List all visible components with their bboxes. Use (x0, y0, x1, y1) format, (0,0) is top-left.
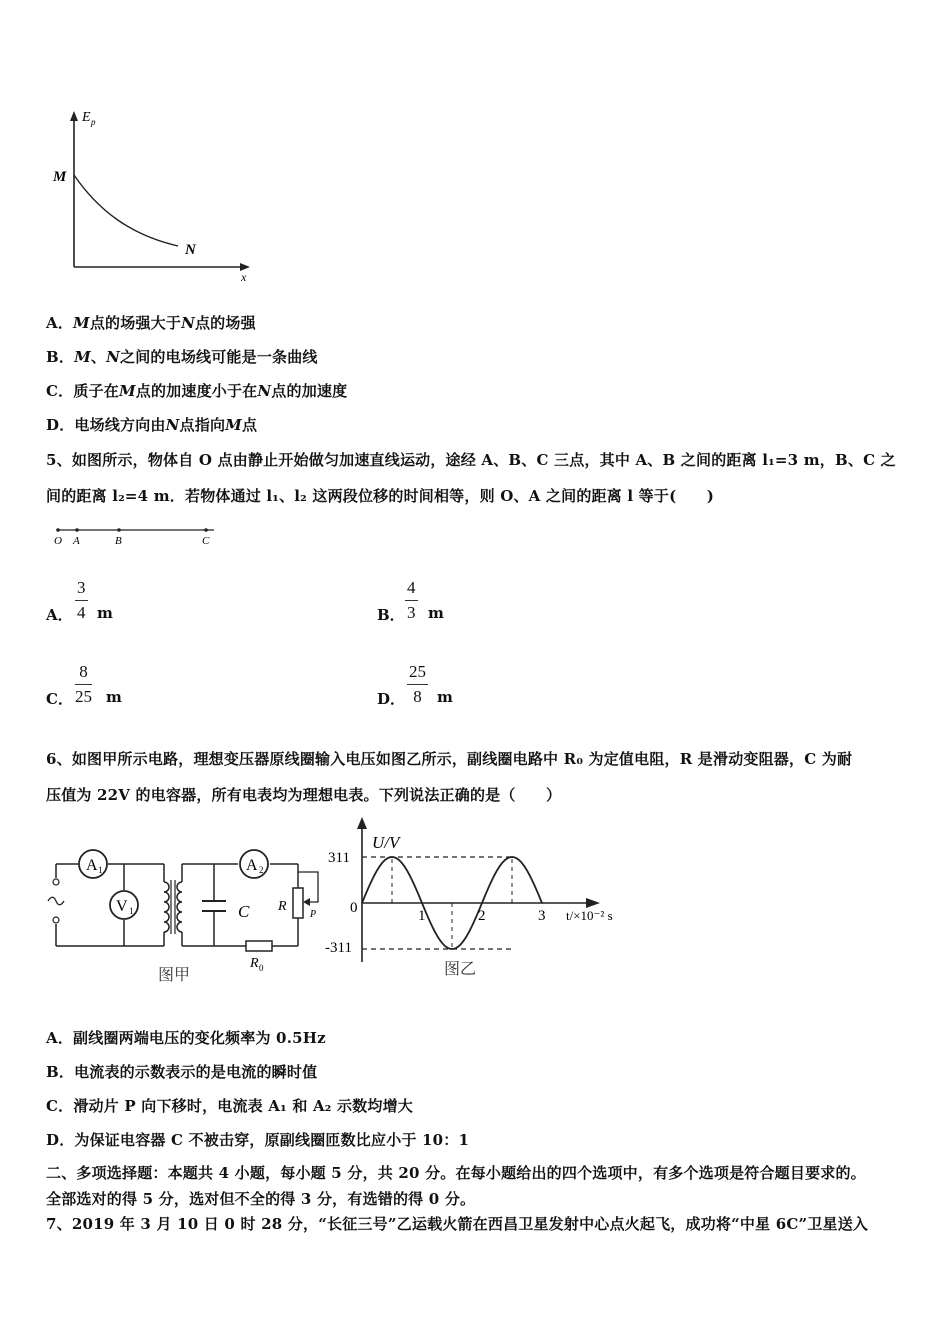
rheostat-label: R (278, 899, 287, 914)
slider-arrow-icon (303, 898, 310, 906)
ep-y-label-sub: p (91, 117, 96, 127)
graph-data-point (511, 856, 513, 858)
q5-point-b: B (115, 535, 122, 547)
q5-point-o: O (54, 535, 62, 547)
q5-point-c: C (202, 535, 210, 547)
q4-option-b-mid: 、 (90, 348, 107, 366)
ammeter-a2-icon (240, 850, 268, 878)
ep-y-label: E (82, 110, 91, 125)
q6-stem-line1: 6、如图甲所示电路，理想变压器原线圈输入电压如图乙所示，副线圈电路中 R₀ 为定值电阻，R 是滑动变阻器，C 为耐 (46, 750, 853, 768)
q5-option-b-label: B． (377, 606, 405, 624)
q5-stem-line2: 间的距离 l₂=4 m．若物体通过 l₁、l₂ 这两段位移的时间相等，则 O、A 之间的距离 l 等于( ) (46, 487, 715, 505)
graph-x-tick-label: 1 (418, 908, 426, 924)
q5-point-a: A (73, 535, 80, 547)
q4-option-c-mid: 点的加速度小于在 (135, 382, 258, 400)
svg-text:V: V (116, 898, 128, 915)
q5-option-a-fraction (75, 578, 88, 623)
q5-point-a-dot (75, 528, 79, 532)
resistor-r0-icon (246, 941, 272, 951)
graph-data-point (541, 902, 543, 904)
q4-option-b-label: B． (46, 348, 75, 366)
svg-text:A: A (86, 857, 98, 874)
ep-point-n: N (185, 242, 196, 258)
source-terminal-top (53, 879, 59, 885)
graph-data-point (451, 948, 453, 950)
q4-option-c-var1: M (118, 382, 136, 400)
q5-option-d-num: 25 (409, 662, 426, 681)
q6-option-d[interactable]: D．为保证电容器 C 不被击穿，原副线圈匝数比应小于 10：1 (46, 1131, 470, 1149)
section2-heading-line2: 全部选对的得 5 分，选对但不全的得 3 分，有选错的得 0 分。 (46, 1190, 476, 1208)
graph-x-arrow-icon (586, 898, 600, 908)
source-terminal-bottom (53, 917, 59, 923)
q5-option-a-num: 3 (77, 578, 86, 597)
section2-heading-line1: 二、多项选择题：本题共 4 小题，每小题 5 分，共 20 分。在每小题给出的四个选项中，有多个选项是符合题目要求的。 (46, 1164, 866, 1182)
q5-stem-line1: 5、如图所示，物体自 O 点由静止开始做匀加速直线运动，途经 A、B、C 三点，其中 A、B 之间的距离 l₁=3 m，B、C 之 (46, 451, 896, 469)
graph-data-point (481, 902, 483, 904)
ep-x-graph (50, 105, 260, 285)
q5-option-d-fraction (407, 662, 428, 707)
q4-option-c-post: 点的加速度 (271, 382, 348, 400)
voltmeter-v1-icon (110, 891, 138, 919)
q5-option-b-unit: m (428, 604, 444, 622)
slider-label: P (310, 909, 317, 920)
q4-option-a-post: 点的场强 (194, 314, 256, 332)
graph-x-tick-label: 2 (478, 908, 486, 924)
q4-option-b-var2: N (106, 348, 121, 366)
ep-point-m: M (53, 169, 67, 185)
q5-option-a-den: 4 (75, 600, 88, 623)
q4-option-b-post: 之间的电场线可能是一条曲线 (120, 348, 318, 366)
graph-data-point (421, 902, 423, 904)
q5-option-a-label: A． (46, 606, 73, 624)
graph-ymax-label: 311 (328, 850, 350, 866)
q5-option-c-label: C． (46, 690, 73, 708)
q5-option-b-fraction (405, 578, 418, 623)
q6-stem-line2: 压值为 22V 的电容器，所有电表均为理想电表。下列说法正确的是（ ） (46, 786, 562, 804)
q4-option-a-var1: M (73, 314, 90, 332)
svg-text:1: 1 (98, 865, 103, 875)
q4-option-d-var2: M (225, 416, 242, 434)
rheostat-icon (293, 888, 303, 918)
ep-y-arrow (70, 111, 78, 121)
q5-option-b-num: 4 (407, 578, 416, 597)
resistor-r0-sub: 0 (259, 963, 264, 973)
q6-option-b[interactable]: B．电流表的示数表示的是电流的瞬时值 (46, 1063, 318, 1081)
q7-stem-line1: 7、2019 年 3 月 10 日 0 时 28 分，“长征三号”乙运载火箭在西昌卫星发射中心点火起飞，成功将“中星 6C”卫星送入 (46, 1215, 869, 1233)
svg-text:2: 2 (259, 865, 264, 875)
q4-option-c-var2: N (257, 382, 272, 400)
svg-text:A: A (246, 857, 258, 874)
q4-option-d[interactable] (46, 414, 257, 435)
q4-option-d-mid: 点指向 (179, 416, 226, 434)
ammeter-a1-icon (79, 850, 107, 878)
ep-x-label: x (241, 270, 247, 284)
q4-option-c-label: C． (46, 382, 74, 400)
primary-coil-icon (164, 882, 169, 932)
graph-data-point (361, 902, 363, 904)
q4-option-b[interactable] (46, 346, 318, 367)
q4-option-c-pre: 质子在 (73, 382, 119, 400)
q4-option-b-var1: M (74, 348, 91, 366)
q5-option-b-den: 3 (405, 600, 418, 623)
q6-option-a[interactable]: A．副线圈两端电压的变化频率为 0.5Hz (46, 1029, 326, 1047)
circuit-diagram (38, 838, 328, 988)
q5-option-d-unit: m (437, 688, 453, 706)
capacitor-label: C (238, 902, 250, 921)
q4-option-d-var1: N (165, 416, 180, 434)
q4-option-a[interactable] (46, 312, 256, 333)
graph-caption: 图乙 (444, 961, 477, 978)
q5-points-line (50, 522, 230, 550)
q5-option-d-den: 8 (407, 684, 428, 707)
q5-option-a-unit: m (97, 604, 113, 622)
q5-point-o-dot (56, 528, 60, 532)
q4-option-d-post: 点 (241, 416, 258, 434)
resistor-r0-label: R (250, 956, 259, 971)
circuit-caption: 图甲 (158, 967, 191, 984)
ac-source-icon (48, 897, 64, 905)
secondary-coil-icon (177, 882, 182, 932)
q5-point-b-dot (117, 528, 121, 532)
q4-option-a-mid: 点的场强大于 (89, 314, 182, 332)
q4-option-a-var2: N (181, 314, 195, 332)
graph-y-label: U/V (372, 833, 400, 852)
graph-x-tick-label: 3 (538, 908, 546, 924)
ep-curve (74, 175, 178, 246)
q5-option-c-fraction (75, 662, 92, 707)
q4-option-c[interactable] (46, 380, 347, 401)
q4-option-d-label: D． (46, 416, 75, 434)
svg-text:1: 1 (129, 906, 134, 916)
graph-origin-label: 0 (350, 900, 358, 916)
graph-ymin-label: -311 (325, 940, 352, 956)
q5-option-c-unit: m (106, 688, 122, 706)
q6-option-c[interactable]: C．滑动片 P 向下移时，电流表 A₁ 和 A₂ 示数均增大 (46, 1097, 413, 1115)
voltage-time-graph (320, 812, 630, 984)
graph-y-arrow-icon (357, 817, 367, 829)
q5-option-d-label: D． (377, 690, 406, 708)
graph-x-label: t/×10⁻² s (566, 908, 613, 923)
q5-point-c-dot (204, 528, 208, 532)
q5-option-c-den: 25 (75, 684, 92, 707)
q4-option-a-label: A． (46, 314, 74, 332)
q5-option-c-num: 8 (79, 662, 88, 681)
graph-data-point (391, 856, 393, 858)
q4-option-d-pre: 电场线方向由 (74, 416, 166, 434)
